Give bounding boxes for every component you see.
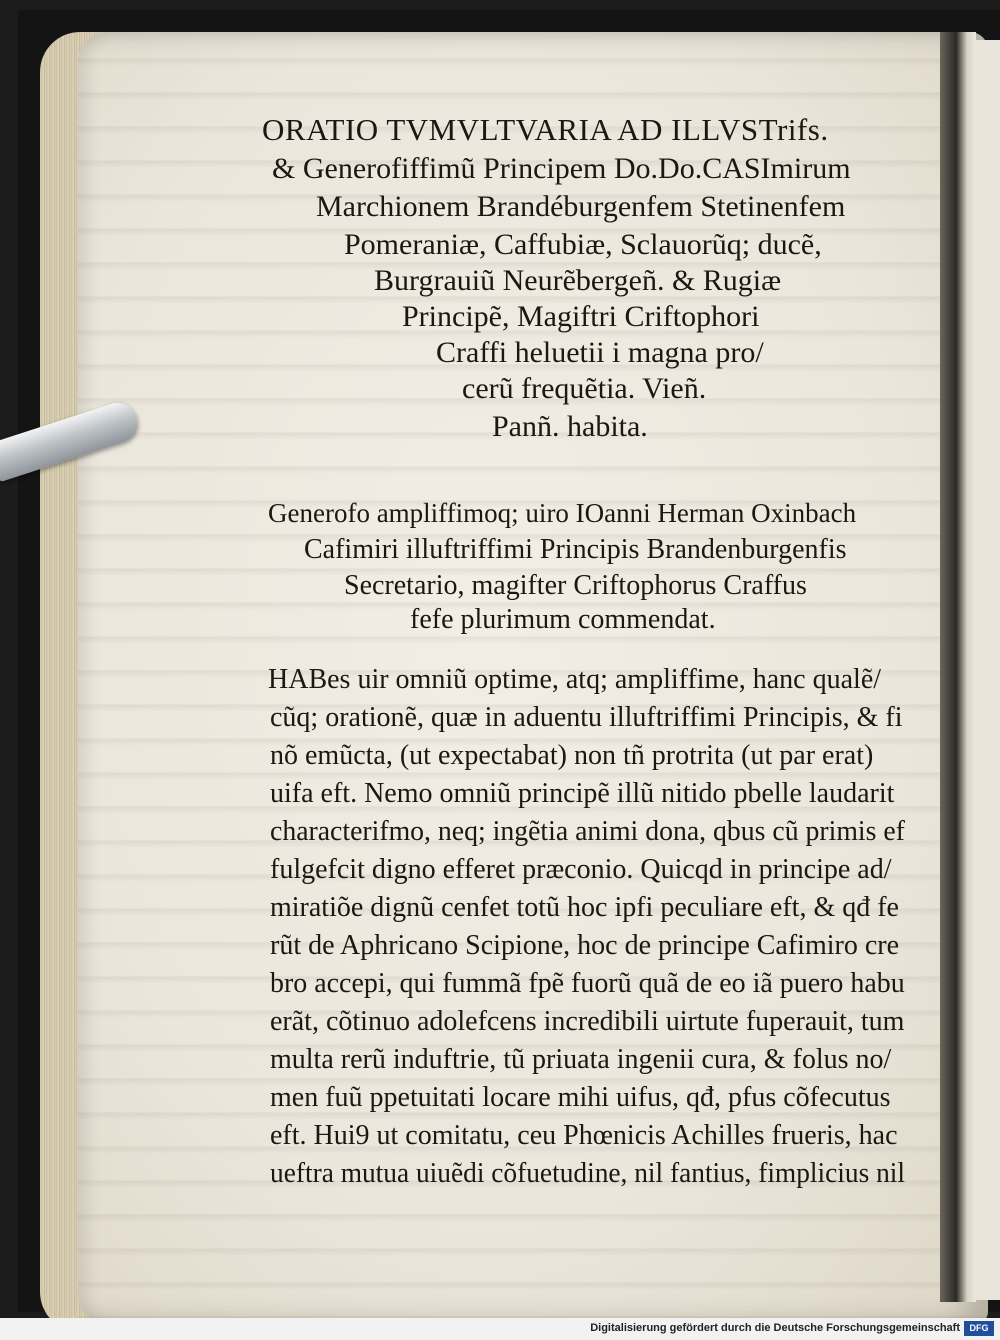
body-line: characterifmo, neq; ingẽtia animi dona, qbus cũ primis ef <box>270 816 905 847</box>
body-line: fulgefcit digno efferet præconio. Quicqd in principe ad/ <box>270 854 892 885</box>
body-line: cũq; orationẽ, quæ in aduentu illuftriffimi Principis, & fi <box>270 702 903 733</box>
facing-page-edge <box>976 40 1000 1300</box>
body-line: ueftra mutua uiuẽdi cõfuetudine, nil fantius, fimplicius nil <box>270 1158 906 1189</box>
body-line: bro accepi, qui fummã fpẽ fuorũ quã de eo iã puero habu <box>270 968 905 999</box>
title-line: & Generofiffimũ Principem Do.Do.CASImirum <box>272 152 851 185</box>
dedication-line: Generofo ampliffimoq; uiro IOanni Herman Oxinbach <box>268 498 857 528</box>
body-line: erãt, cõtinuo adolefcens incredibili uirtute fuperauit, tum <box>270 1006 905 1037</box>
body-line: multa rerũ induftrie, tũ priuata ingenii cura, & folus no/ <box>270 1044 892 1075</box>
body-line: eft. Hui9 ut comitatu, ceu Phœnicis Achilles frueris, hac <box>270 1120 898 1151</box>
title-line: Pomeraniæ, Caffubiæ, Sclauorũq; ducẽ, <box>344 228 822 261</box>
title-line: ORATIO TVMVLTVARIA AD ILLVSTrifs. <box>262 112 829 147</box>
title-line: Craffi heluetii i magna pro/ <box>436 336 764 369</box>
body-line: rũt de Aphricano Scipione, hoc de principe Cafimiro cre <box>270 930 900 961</box>
body-line: uifa eft. Nemo omniũ principẽ illũ nitido pbelle laudarit <box>270 778 895 809</box>
dedication-line: Cafimiri illuftriffimi Principis Brandenburgenfis <box>304 534 847 565</box>
dedication-line: fefe plurimum commendat. <box>410 604 716 635</box>
title-line: Marchionem Brandéburgenfem Stetinenfem <box>316 190 846 223</box>
title-line: Burgrauiũ Neurẽbergeñ. & Rugiæ <box>374 264 782 297</box>
body-line: nõ emũcta, (ut expectabat) non tñ protrita (ut par erat) <box>270 740 874 771</box>
body-line: men fuũ ppetuitati locare mihi uifus, qđ, pfus cõfecutus <box>270 1082 891 1113</box>
title-line: Panñ. habita. <box>492 410 648 443</box>
digitization-footer <box>0 1318 1000 1340</box>
dedication-line: Secretario, magifter Criftophorus Craffus <box>344 570 807 601</box>
body-line: HABes uir omniũ optime, atq; ampliffime, hanc qualẽ/ <box>268 664 882 695</box>
gutter <box>940 32 976 1302</box>
funding-credit: Digitalisierung gefördert durch die Deutsche Forschungsgemeinschaft <box>590 1322 960 1334</box>
title-line: cerũ frequẽtia. Vieñ. <box>462 372 707 405</box>
dfg-logo: DFG <box>964 1321 994 1336</box>
title-line: Principẽ, Magiftri Criftophori <box>402 300 760 333</box>
body-line: miratiõe dignũ cenfet totũ hoc ipfi peculiare eft, & qđ fe <box>270 892 899 923</box>
